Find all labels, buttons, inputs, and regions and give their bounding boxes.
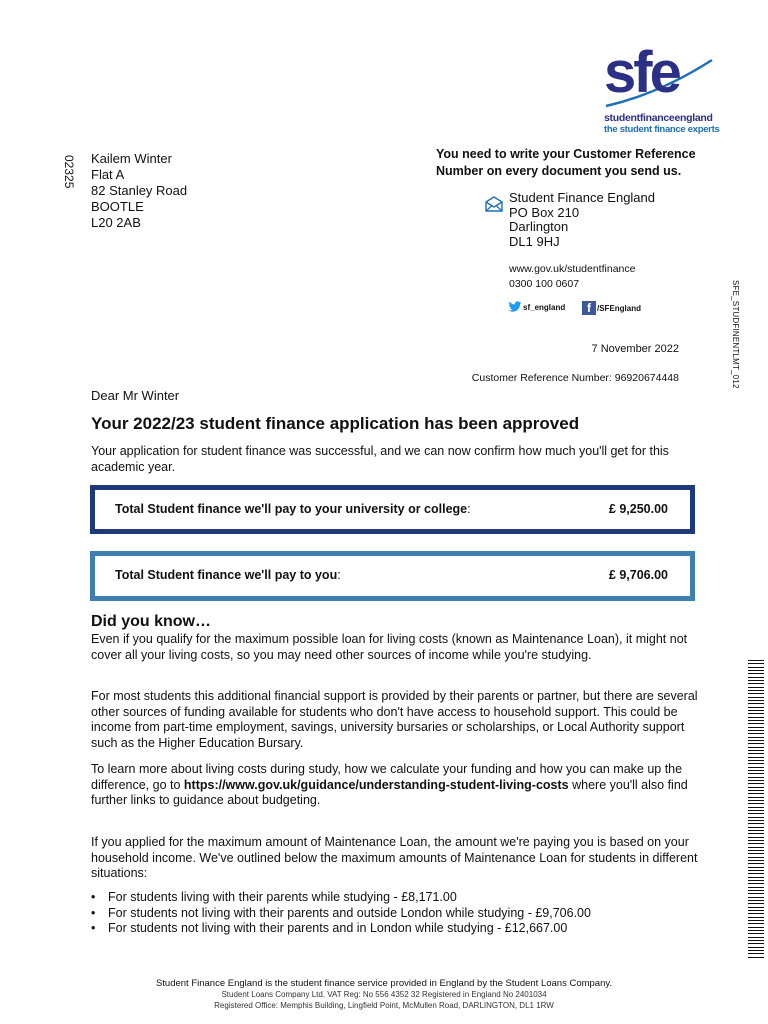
facebook-link[interactable]: [582, 301, 641, 315]
paragraph-learn-more: To learn more about living costs during study, how we calculate your funding and how you can make up the difference, go to https://www.gov.uk/guidance/understanding-student-living-costs where you'll also find further links to guidance about budgeting.: [91, 762, 688, 807]
side-number: 02325: [62, 155, 76, 189]
footer-line-1: Student Finance England is the student finance service provided in England by the Student Loans Company.: [155, 978, 613, 989]
letter-footer: [0, 978, 768, 1011]
sender-name: Student Finance England: [509, 190, 655, 205]
recipient-address: [91, 151, 187, 231]
logo-wordmark: sfe: [604, 40, 679, 105]
university-payment-box: [90, 485, 695, 534]
greeting: Dear Mr Winter: [91, 388, 180, 403]
recipient-postcode: L20 2AB: [91, 215, 141, 230]
paragraph-maximum-amounts: If you applied for the maximum amount of Maintenance Loan, the amount we're paying you is based on your household income. We've outlined below the maximum amounts of Maintenance Loan for students in different situations:: [91, 835, 698, 880]
logo-line-2: the student finance experts: [604, 124, 720, 135]
university-payment-label: Total Student finance we'll pay to your university or college:: [115, 502, 471, 516]
sender-contact: [509, 262, 635, 292]
recipient-line-1: Flat A: [91, 167, 125, 182]
living-costs-link[interactable]: https://www.gov.uk/guidance/understanding-student-living-costs: [183, 777, 569, 792]
barcode-icon: [748, 660, 764, 958]
sender-town: Darlington: [509, 219, 569, 234]
did-you-know-heading: Did you know…: [91, 613, 211, 630]
student-payment-box: [90, 551, 695, 601]
list-item: • For students not living with their parents and in London while studying - £12,667.00: [91, 921, 711, 937]
university-payment-amount: £ 9,250.00: [608, 502, 668, 516]
reference-notice: You need to write your Customer Reference Number on every document you send us.: [436, 147, 696, 178]
footer-line-3: Registered Office: Memphis Building, Lingfield Point, McMullen Road, DARLINGTON, DL1 1RW: [214, 1001, 554, 1010]
list-item: • For students not living with their parents and outside London while studying - £9,706.00: [91, 906, 711, 922]
paragraph-other-funding: For most students this additional financial support is provided by their parents or partner, but there are several other sources of funding available for students who don't have access to household support. This could be income from part-time employment, savings, university bursaries or scholarships, or Local Authority support such as the Higher Education Bursary.: [91, 689, 698, 750]
paragraph-living-costs: Even if you qualify for the maximum possible loan for living costs (known as Maintenance Loan), it might not cover all your living costs, so you may need other sources of income while you're studying.: [91, 632, 688, 662]
letter-heading: Your 2022/23 student finance application has been approved: [91, 414, 580, 433]
facebook-icon: f: [582, 301, 596, 315]
sender-address: [509, 191, 655, 249]
twitter-handle: sf_england: [523, 302, 566, 312]
facebook-handle: /SFEngland: [597, 303, 641, 313]
customer-reference: Customer Reference Number: 96920674448: [471, 372, 679, 384]
phone-number: 0300 100 0607: [509, 278, 580, 290]
social-links: [508, 301, 678, 317]
sender-po-box: PO Box 210: [509, 204, 580, 220]
sfe-logo: [604, 40, 724, 138]
twitter-link[interactable]: [508, 301, 565, 313]
student-payment-amount: £ 9,706.00: [608, 568, 668, 582]
twitter-icon: [508, 301, 522, 313]
side-document-code: SFE_STUDFINENTLMT_012: [731, 280, 740, 389]
maintenance-loan-list: [91, 890, 711, 937]
recipient-name: Kailem Winter: [91, 151, 172, 166]
website-link[interactable]: www.gov.uk/studentfinance: [509, 263, 636, 275]
list-item: • For students living with their parents while studying - £8,171.00: [91, 890, 711, 906]
student-payment-label: Total Student finance we'll pay to you:: [115, 568, 341, 582]
logo-line-1: studentfinanceengland: [604, 112, 713, 124]
recipient-line-2: 82 Stanley Road: [91, 183, 188, 198]
letter-date: 7 November 2022: [591, 343, 679, 355]
footer-line-2: Student Loans Company Ltd. VAT Reg: No 556 4352 32 Registered in England No 2401034: [221, 990, 547, 999]
sender-postcode: DL1 9HJ: [509, 233, 560, 249]
envelope-icon: [485, 196, 503, 212]
intro-paragraph: Your application for student finance was successful, and we can now confirm how much you'll get for this academic year.: [91, 444, 669, 474]
recipient-town: BOOTLE: [91, 199, 144, 214]
